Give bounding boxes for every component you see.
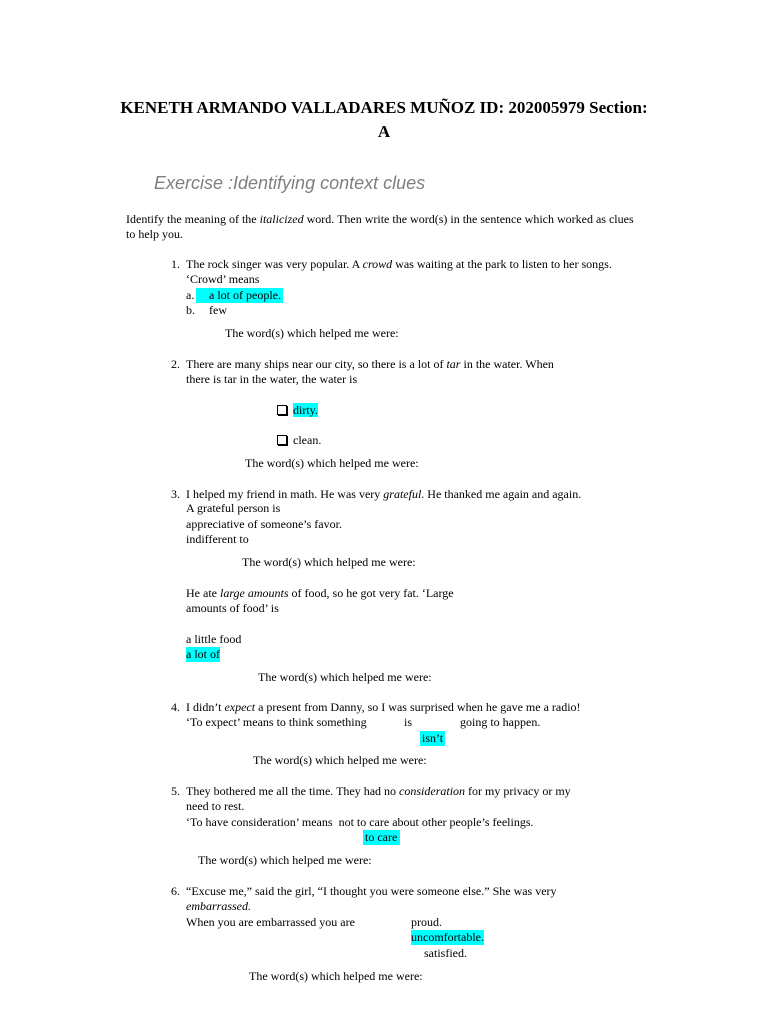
q6-option-satisfied: satisfied. bbox=[424, 946, 467, 960]
q2-option-dirty: dirty. bbox=[277, 403, 318, 418]
q4-option-is: is bbox=[404, 715, 413, 729]
q3-helped-label: The word(s) which helped me were: bbox=[242, 555, 416, 569]
q3-option-1: appreciative of someone’s favor. bbox=[186, 517, 342, 531]
q5-number: 5. bbox=[171, 784, 180, 798]
q3-sub-helped-label: The word(s) which helped me were: bbox=[258, 670, 432, 684]
checkbox-icon bbox=[277, 435, 287, 445]
q4-option-isnt: isn’t bbox=[422, 731, 444, 745]
q5-helped-label: The word(s) which helped me were: bbox=[198, 853, 372, 867]
q6-option-uncomfortable: uncomfortable. bbox=[411, 930, 484, 944]
q1-option-a-letter: a. bbox=[186, 288, 195, 302]
q1-option-b: few bbox=[209, 303, 227, 317]
q6-number: 6. bbox=[171, 884, 180, 898]
exercise-heading: Exercise :Identifying context clues bbox=[154, 173, 426, 193]
instructions-line-2: to help you. bbox=[126, 227, 183, 241]
q3-sub-sentence: He ate large amounts of food, so he got very fat. ‘Large bbox=[186, 586, 454, 600]
q6-sentence: “Excuse me,” said the girl, “I thought you were someone else.” She was very bbox=[186, 884, 557, 898]
q1-prompt: ‘Crowd’ means bbox=[186, 272, 260, 286]
q2-option-clean: clean. bbox=[277, 433, 321, 448]
q6-option-proud: proud. bbox=[411, 915, 442, 929]
q3-sub-prompt: amounts of food’ is bbox=[186, 601, 279, 615]
q6-helped-label: The word(s) which helped me were: bbox=[249, 969, 423, 983]
q3-sub-option-1: a little food bbox=[186, 632, 242, 646]
q1-option-a: a lot of people. bbox=[196, 288, 283, 303]
q4-prompt-end: going to happen. bbox=[460, 715, 541, 729]
q6-prompt: When you are embarrassed you are bbox=[186, 915, 355, 929]
q5-option-to-care: to care bbox=[363, 830, 400, 845]
q4-number: 4. bbox=[171, 700, 180, 714]
q4-helped-label: The word(s) which helped me were: bbox=[253, 753, 427, 767]
q2-prompt: there is tar in the water, the water is bbox=[186, 372, 358, 386]
page-title bbox=[60, 96, 708, 144]
q1-option-b-letter: b. bbox=[186, 303, 195, 317]
q2-helped-label: The word(s) which helped me were: bbox=[245, 456, 419, 470]
q2-sentence: There are many ships near our city, so there is a lot of tar in the water. When bbox=[186, 357, 554, 371]
q4-sentence: I didn’t expect a present from Danny, so I was surprised when he gave me a radio! bbox=[186, 700, 581, 714]
q3-sentence: I helped my friend in math. He was very grateful. He thanked me again and again. bbox=[186, 487, 582, 501]
q5-sentence-end: need to rest. bbox=[186, 799, 245, 813]
q3-number: 3. bbox=[171, 487, 180, 501]
q4-prompt: ‘To expect’ means to think something bbox=[186, 715, 367, 729]
q5-sentence: They bothered me all the time. They had no consideration for my privacy or my bbox=[186, 784, 571, 798]
q3-prompt: A grateful person is bbox=[186, 501, 281, 515]
checkbox-icon bbox=[277, 405, 287, 415]
q3-option-2: indifferent to bbox=[186, 532, 249, 546]
instructions-line-1: Identify the meaning of the italicized word. Then write the word(s) in the sentence which worked as clues bbox=[126, 212, 634, 226]
q1-number: 1. bbox=[171, 257, 180, 271]
q1-helped-label: The word(s) which helped me were: bbox=[225, 326, 399, 340]
q5-prompt: ‘To have consideration’ means not to care about other people’s feelings. bbox=[186, 815, 534, 829]
q1-sentence: The rock singer was very popular. A crowd was waiting at the park to listen to her songs. bbox=[186, 257, 612, 271]
q6-sentence-end: embarrassed. bbox=[186, 899, 251, 913]
q2-number: 2. bbox=[171, 357, 180, 371]
q3-sub-option-2: a lot of bbox=[186, 647, 220, 661]
title-line-2: A bbox=[377, 122, 391, 141]
title-line-1: KENETH ARMANDO VALLADARES MUÑOZ ID: 202005979 Section: bbox=[120, 98, 648, 117]
